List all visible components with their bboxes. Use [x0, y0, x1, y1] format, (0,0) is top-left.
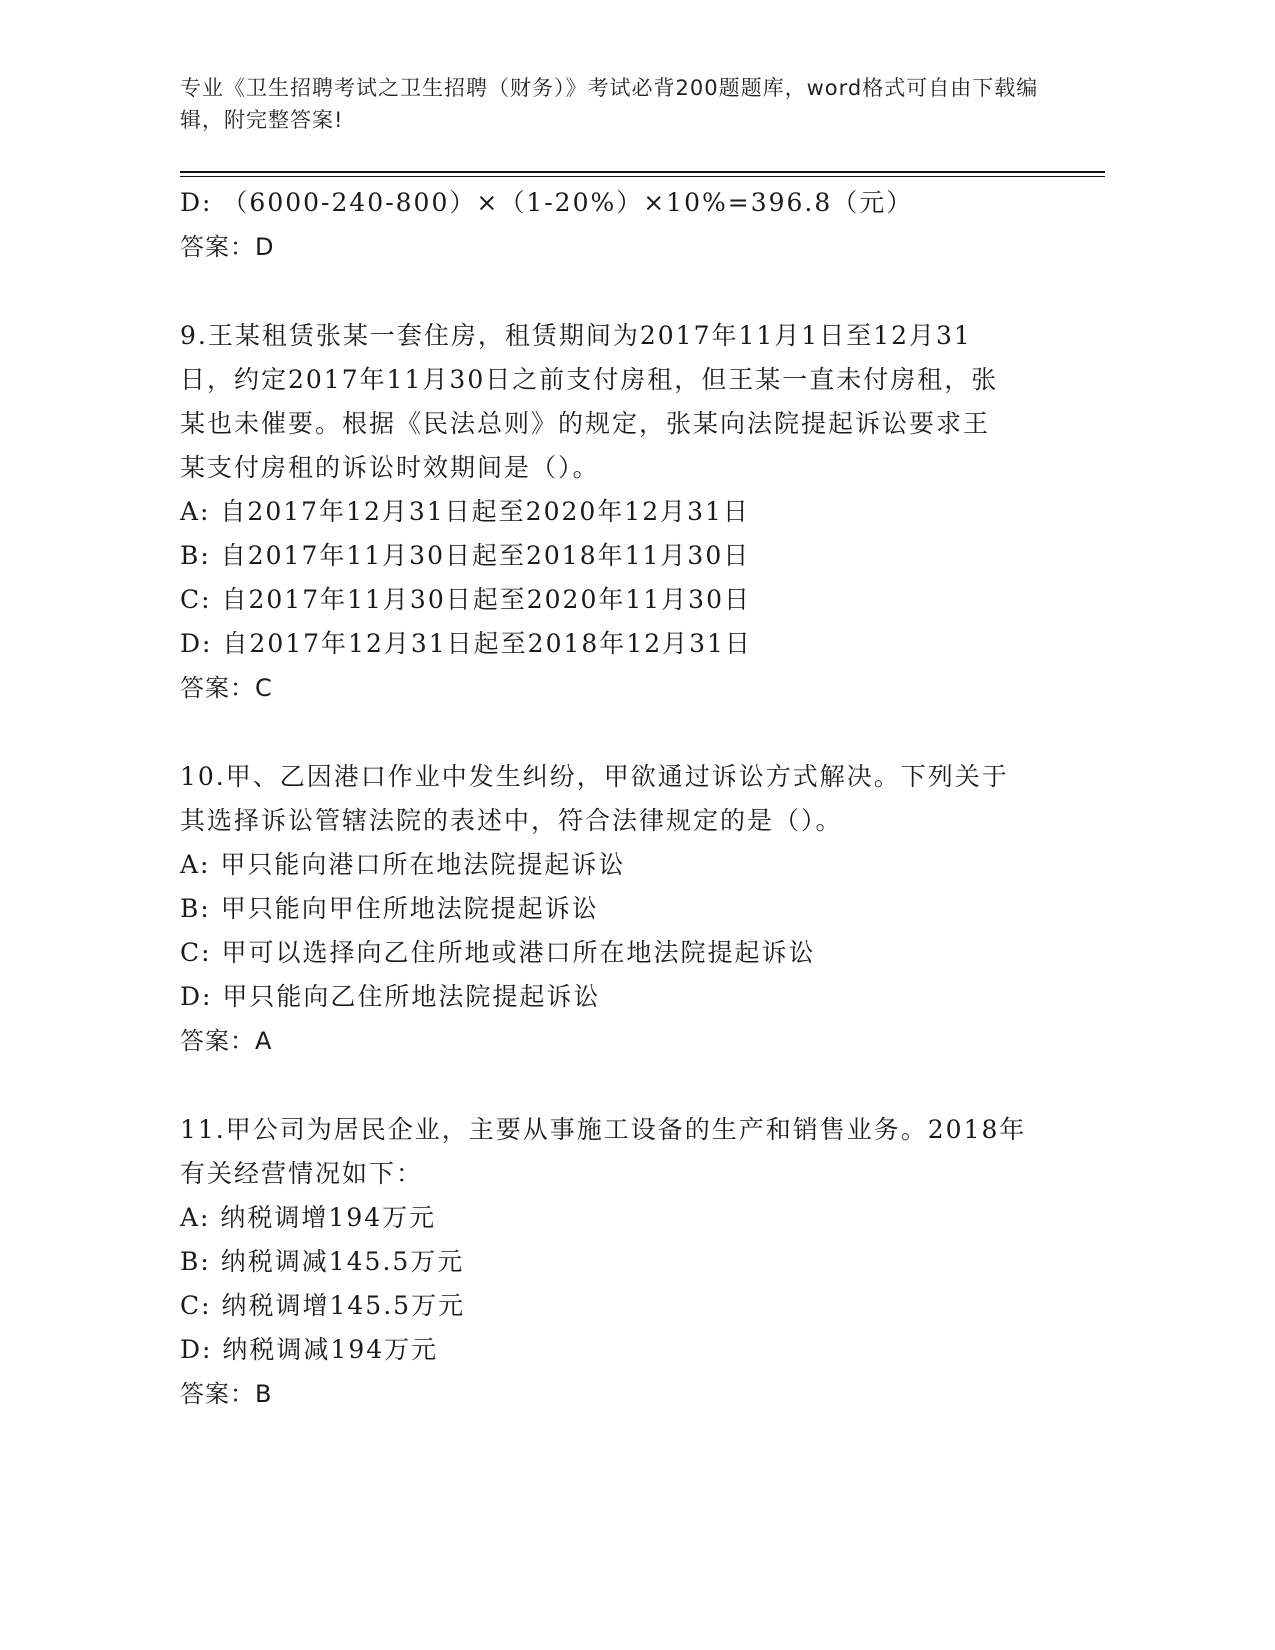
answer: 答案：C	[180, 674, 273, 702]
document-body	[180, 181, 1050, 1416]
option-c: C: 自2017年11月30日起至2020年11月30日	[180, 585, 751, 614]
option-d: D: 纳税调减194万元	[180, 1335, 439, 1364]
option-b: B: 纳税调减145.5万元	[180, 1247, 465, 1276]
option-d: D: 自2017年12月31日起至2018年12月31日	[180, 629, 752, 658]
question-stem-line: 某也未催要。根据《民法总则》的规定，张某向法院提起诉讼要求王	[180, 409, 991, 438]
question-stem-line: 有关经营情况如下：	[180, 1159, 424, 1188]
question-stem-line: 其选择诉讼管辖法院的表述中，符合法律规定的是（）。	[180, 806, 843, 835]
option-b: B: 自2017年11月30日起至2018年11月30日	[180, 541, 751, 570]
question-stem-line: 日，约定2017年11月30日之前支付房租，但王某一直未付房租，张	[180, 365, 999, 394]
option-a: A: 纳税调增194万元	[180, 1203, 437, 1232]
question-stem-line: 10.甲、乙因港口作业中发生纠纷，甲欲通过诉讼方式解决。下列关于	[180, 762, 1009, 791]
question-stem-line: 某支付房租的诉讼时效期间是（）。	[180, 453, 600, 482]
option-c: C: 纳税调增145.5万元	[180, 1291, 466, 1320]
spacer	[180, 1063, 1050, 1108]
answer: 答案：A	[180, 1027, 273, 1055]
header-title: 专业《卫生招聘考试之卫生招聘（财务）》考试必背200题题库，word格式可自由下载编辑，附完整答案!	[180, 76, 1039, 132]
answer: 答案：B	[180, 1380, 273, 1408]
question-9	[180, 314, 1050, 710]
spacer	[180, 269, 1050, 314]
document-header	[180, 72, 1040, 136]
question-11	[180, 1108, 1050, 1416]
option-c: C: 甲可以选择向乙住所地或港口所在地法院提起诉讼	[180, 938, 816, 967]
question-stem-line: 11.甲公司为居民企业，主要从事施工设备的生产和销售业务。2018年	[180, 1115, 1027, 1144]
prev-option-d: D: （6000-240-800）×（1-20%）×10%=396.8（元）	[180, 188, 914, 217]
option-a: A: 甲只能向港口所在地法院提起诉讼	[180, 850, 626, 879]
spacer	[180, 710, 1050, 755]
question-stem-line: 9.王某租赁张某一套住房，租赁期间为2017年11月1日至12月31	[180, 321, 972, 350]
question-10	[180, 755, 1050, 1063]
header-divider	[180, 171, 1105, 173]
option-b: B: 甲只能向甲住所地法院提起诉讼	[180, 894, 599, 923]
option-a: A: 自2017年12月31日起至2020年12月31日	[180, 497, 750, 526]
prev-answer: 答案：D	[180, 233, 275, 261]
option-d: D: 甲只能向乙住所地法院提起诉讼	[180, 982, 601, 1011]
header-divider-thin	[180, 176, 1105, 177]
